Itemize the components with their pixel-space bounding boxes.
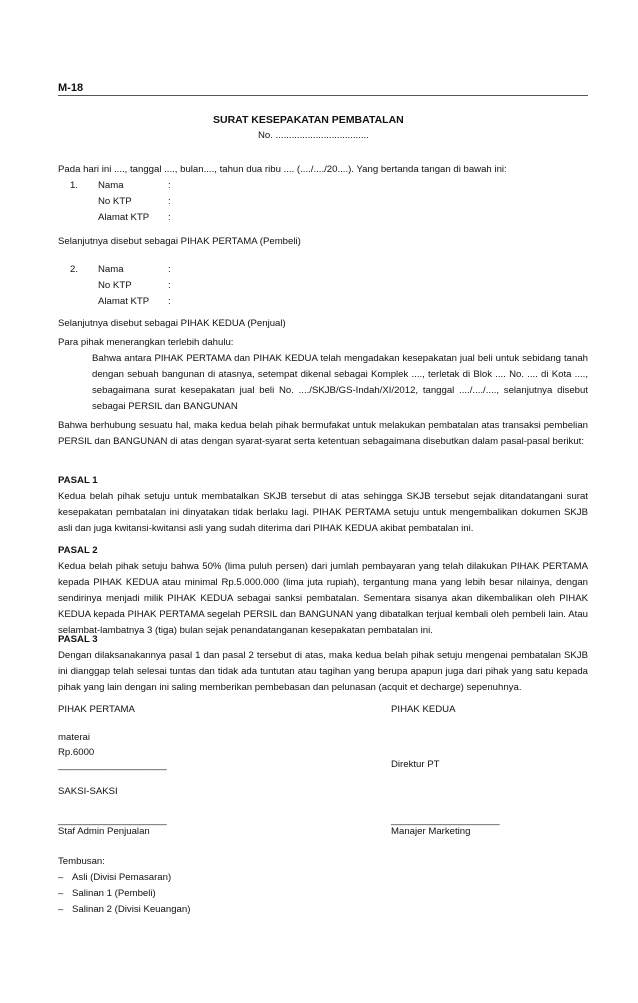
witness-left-line: ________________________ <box>58 815 167 825</box>
tembusan-title: Tembusan: <box>58 856 105 867</box>
party-two-colon-ktp: : <box>168 280 171 291</box>
party-two-row-ktp <box>58 278 588 294</box>
opening-text: Pada hari ini ...., tanggal ...., bulan...., tahun dua ribu .... (..../..../20....). Yang bertanda tangan di bawah ini: <box>58 164 507 175</box>
tembusan-item-text: Salinan 2 (Divisi Keuangan) <box>72 904 191 915</box>
party-one-details <box>58 178 588 226</box>
pasal-1-title: PASAL 1 <box>58 475 98 486</box>
witness-left-title: Staf Admin Penjualan <box>58 826 150 837</box>
party-one-row-ktp <box>58 194 588 210</box>
document-code: M-18 <box>58 82 84 94</box>
signature-left-party: PIHAK PERTAMA <box>58 704 135 715</box>
materai-value: Rp.6000 <box>58 747 95 758</box>
pasal-2-title: PASAL 2 <box>58 545 98 556</box>
party-one-colon-name: : <box>168 180 171 191</box>
party-two-designation: Selanjutnya disebut sebagai PIHAK KEDUA (Penjual) <box>58 318 286 329</box>
preamble-intro: Para pihak menerangkan terlebih dahulu: <box>58 337 234 348</box>
party-one-row-name <box>58 178 588 194</box>
party-two-label-ktp: No KTP <box>98 280 132 291</box>
tembusan-dash: – <box>58 904 64 915</box>
document-number: No. ................................... <box>258 130 369 141</box>
materai-label: materai <box>58 732 90 743</box>
pasal-1-text: Kedua belah pihak setuju untuk membatalkan SKJB tersebut di atas sehingga SKJB tersebut sejak ditandatangani surat kesepakatan pembatalan ini dinyatakan tidak berlaku lagi. PIHAK PERTAMA setuju untuk mengembalikan dokumen SKJB asli dan juga kwitansi-kwitansi asli yang sudah diterima dari PIHAK KEDUA akibat pembatalan ini. <box>58 491 588 534</box>
party-two-colon-address: : <box>168 296 171 307</box>
pasal-3-text: Dengan dilaksanakannya pasal 1 dan pasal 2 tersebut di atas, maka kedua belah pihak setuju mengenai pembatalan SKJB ini dianggap telah selesai tuntas dan tidak ada tuntutan atau tagihan yang berupa apapun juga dari pihak yang satu kepada pihak yang lain dengan ini saling memberikan pembebasan dan pelunasan (acquit et decharge) sepenuhnya. <box>58 650 588 693</box>
party-one-number: 1. <box>70 180 79 191</box>
party-two-number: 2. <box>70 264 79 275</box>
opening-paragraph <box>58 162 588 178</box>
party-two-row-name <box>58 262 588 278</box>
tembusan-section <box>58 854 588 918</box>
pasal-3-section <box>58 632 588 696</box>
witnesses-heading: SAKSI-SAKSI <box>58 786 118 797</box>
party-one-label-address: Alamat KTP <box>98 212 150 223</box>
tembusan-item <box>58 886 588 902</box>
party-one-row-address <box>58 210 588 226</box>
tembusan-item <box>58 902 588 918</box>
party-two-label-name: Nama <box>98 264 124 275</box>
pasal-1-section <box>58 473 588 537</box>
party-two-details <box>58 262 588 310</box>
witness-right-line: ________________________ <box>391 815 500 825</box>
witness-right-title: Manajer Marketing <box>391 826 471 837</box>
tembusan-item <box>58 870 588 886</box>
party-one-designation: Selanjutnya disebut sebagai PIHAK PERTAMA (Pembeli) <box>58 236 301 247</box>
party-one-label-name: Nama <box>98 180 124 191</box>
party-one-colon-address: : <box>168 212 171 223</box>
pasal-2-text: Kedua belah pihak setuju bahwa 50% (lima puluh persen) dari jumlah pembayaran yang telah dilakukan PIHAK PERTAMA kepada PIHAK KEDUA atau minimal Rp.5.000.000 (lima juta rupiah), tergantung mana yang lebih besar nilainya, dengan sendirinya menjadi milik PIHAK KEDUA sebagai sanksi pembatalan. Sementara sisanya akan dikembalikan oleh PIHAK KEDUA kepada PIHAK PERTAMA segelah PERSIL dan BANGUNAN yang dibatalkan terjual kembali oleh pembeli lain. Atau selambat-lambatnya 3 (tiga) bulan sejak penandatanganan kesepakatan pembatalan ini. <box>58 561 588 636</box>
header-divider <box>58 95 588 96</box>
tembusan-item-text: Salinan 1 (Pembeli) <box>72 888 156 899</box>
left-signature-line: ________________________ <box>58 760 167 770</box>
pasal-2-section <box>58 543 588 639</box>
party-two-colon-name: : <box>168 264 171 275</box>
preamble-body: Bahwa antara PIHAK PERTAMA dan PIHAK KEDUA telah mengadakan kesepakatan jual beli untuk sebidang tanah dengan sebuah bangunan di atasnya, setempat dikenal sebagai Komplek ...., terletak di Blok .... No. .... di Kota ...., sebagaimana surat kesepakatan jual beli No. ..../SKJB/GS-Indah/XI/2012, tanggal ..../..../...., selanjutnya disebut sebagai PERSIL dan BANGUNAN <box>92 353 588 412</box>
party-one-colon-ktp: : <box>168 196 171 207</box>
tembusan-item-text: Asli (Divisi Pemasaran) <box>72 872 172 883</box>
party-one-label-ktp: No KTP <box>98 196 132 207</box>
party-two-label-address: Alamat KTP <box>98 296 150 307</box>
right-signatory-title: Direktur PT <box>391 759 440 770</box>
signature-right-party: PIHAK KEDUA <box>391 704 456 715</box>
document-title: SURAT KESEPAKATAN PEMBATALAN <box>213 114 404 126</box>
preamble-section <box>58 335 588 415</box>
party-two-row-address <box>58 294 588 310</box>
pasal-3-title: PASAL 3 <box>58 634 98 645</box>
tembusan-dash: – <box>58 872 64 883</box>
tembusan-dash: – <box>58 888 64 899</box>
agreement-paragraph: Bahwa berhubung sesuatu hal, maka kedua belah pihak bermufakat untuk melakukan pembatalan atas transaksi pembelian PERSIL dan BANGUNAN di atas dengan syarat-syarat serta ketentuan sebagaimana disebutkan dalam pasal-pasal berikut: <box>58 420 588 447</box>
